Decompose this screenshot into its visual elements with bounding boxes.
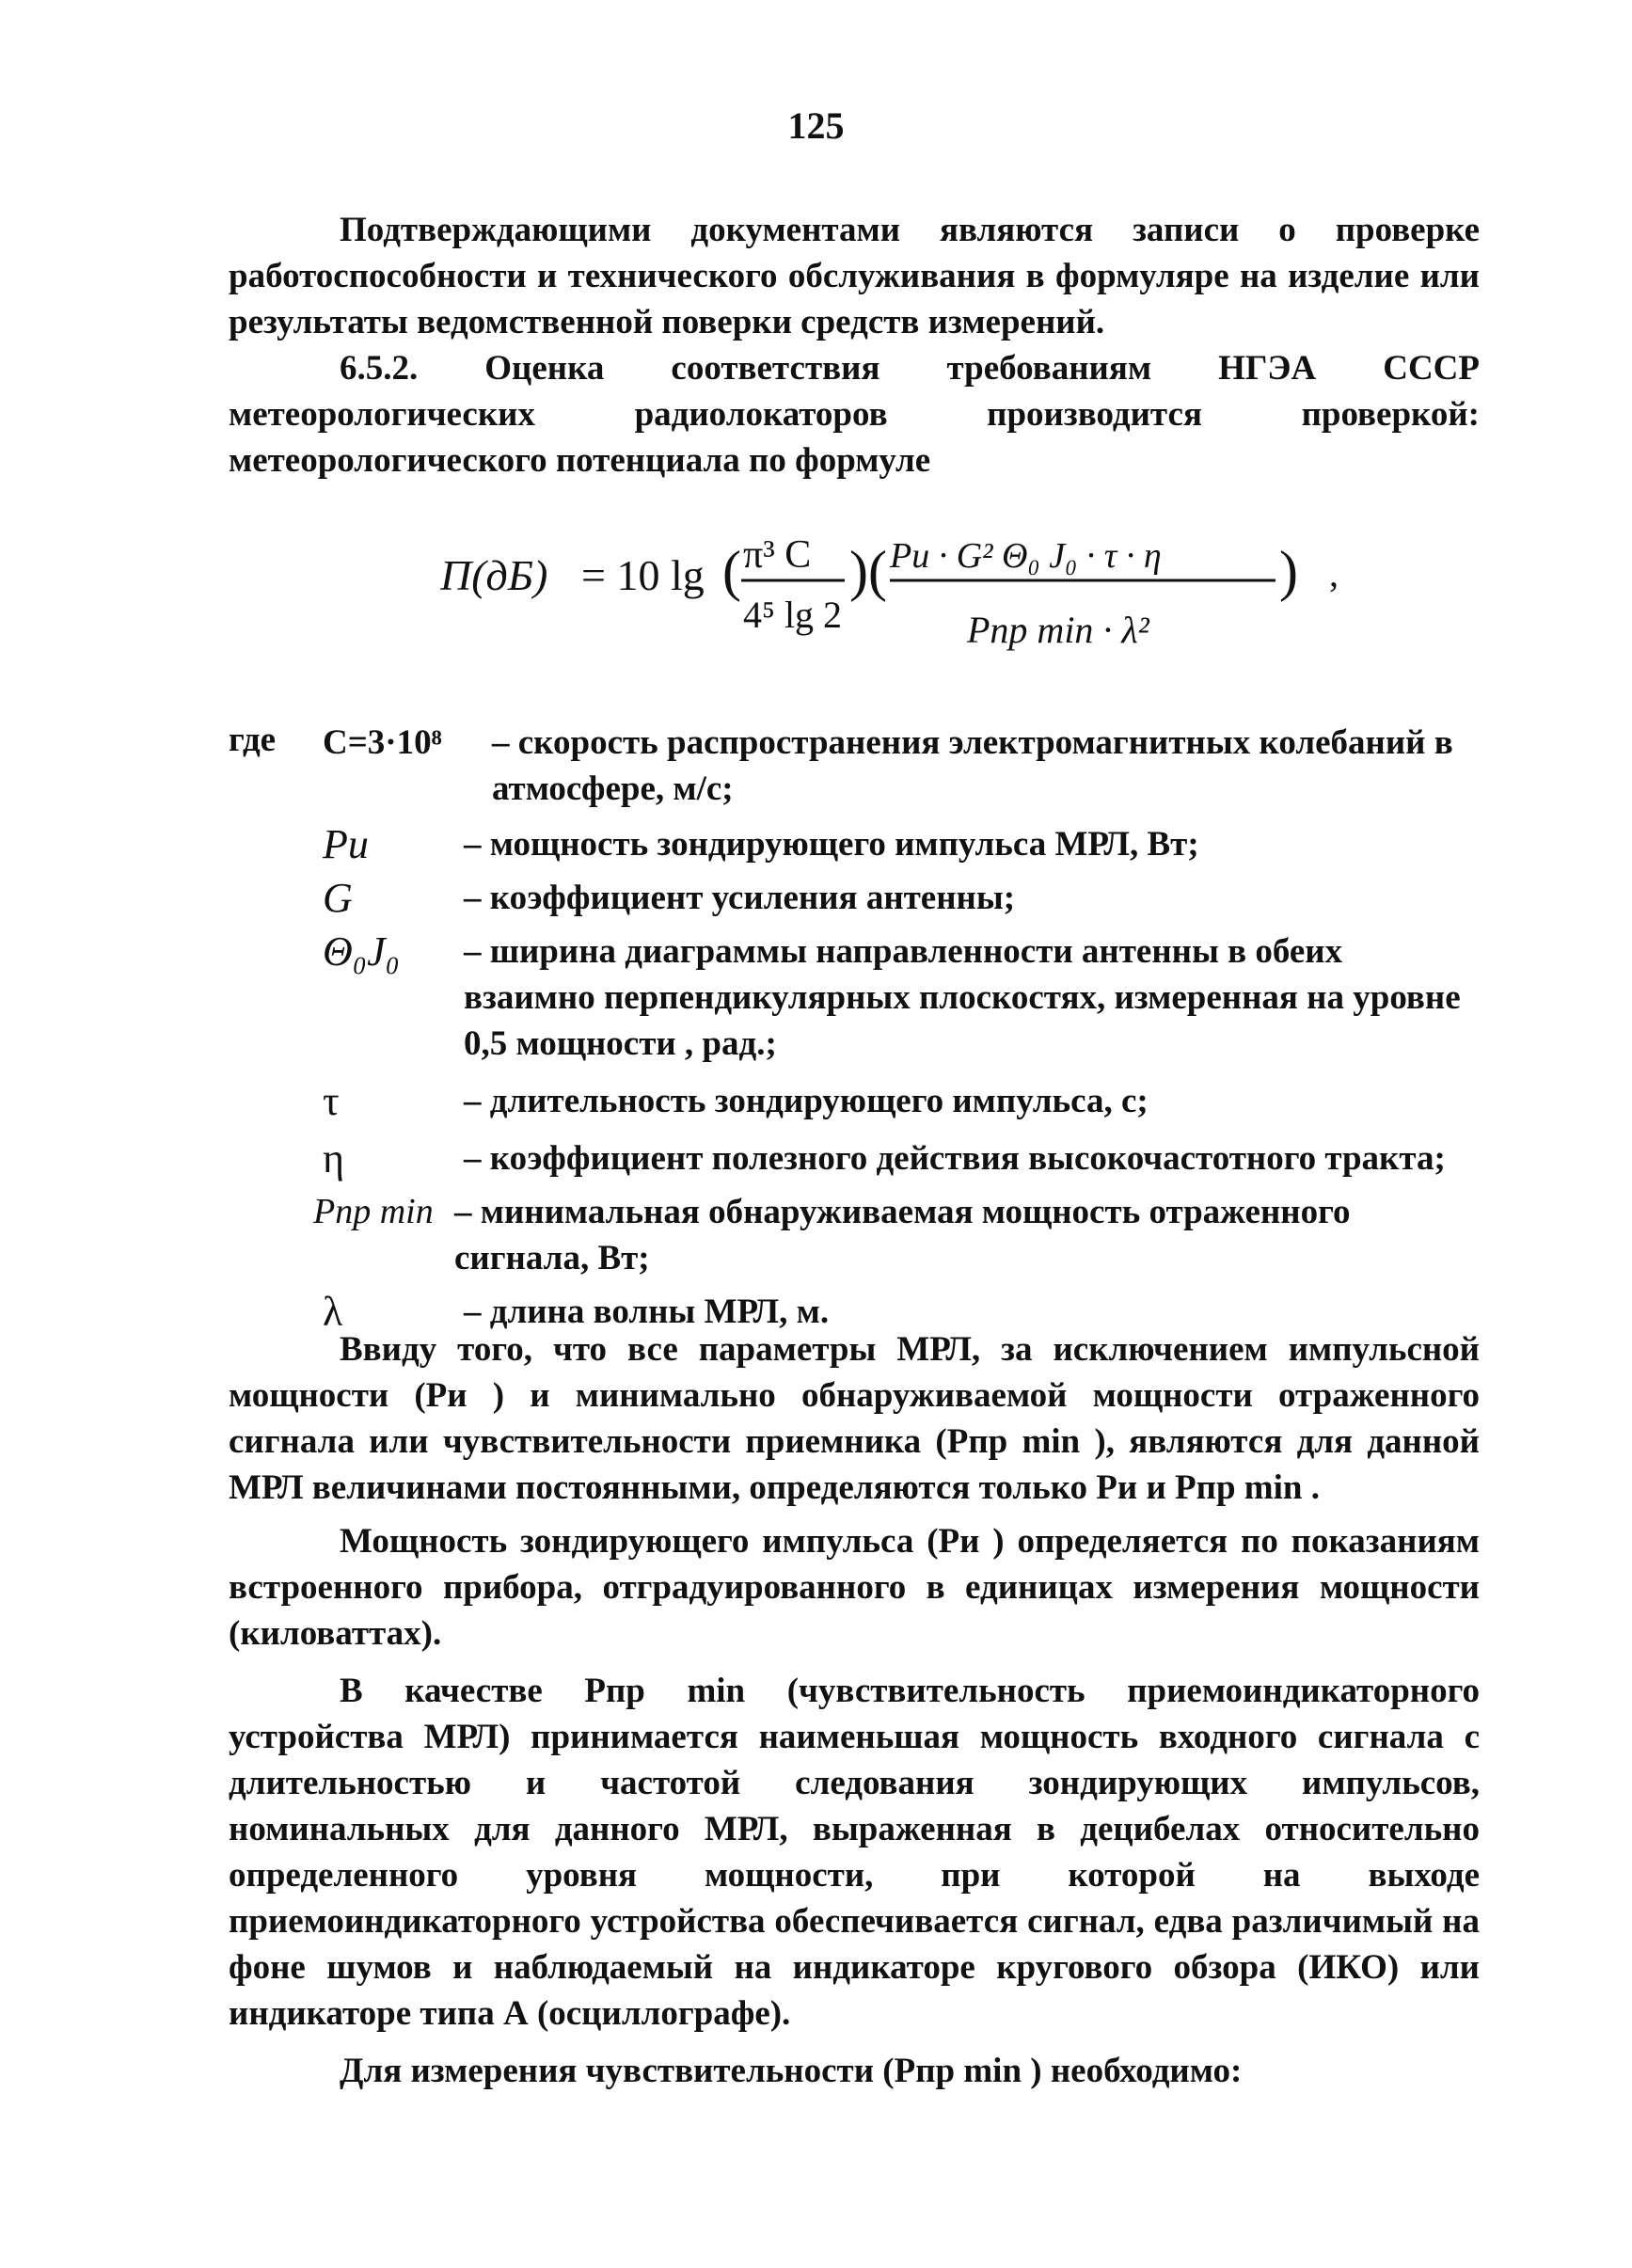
definition-tau bbox=[229, 1078, 1480, 1124]
paragraph-4: Мощность зондирующего импульса (Pи ) определяется по показаниям встроенного прибора, отградуированного в единицах измерения мощности (киловаттах). bbox=[229, 1522, 1480, 1653]
desc-p-i: – мощность зондирующего импульса МРЛ, Вт; bbox=[464, 825, 1199, 864]
svg-text:): ) bbox=[849, 540, 868, 602]
desc-theta-j: – ширина диаграммы направленности антенны в обеих взаимно перпендикулярных плоскостях, измеренная на уровне 0,5 мощности , рад.; bbox=[464, 932, 1461, 1063]
formula-graphic bbox=[440, 513, 1381, 673]
where-label: где bbox=[229, 721, 277, 759]
formula-lhs: П(дБ) bbox=[440, 551, 548, 599]
frac1-denominator: 4⁵ lg 2 bbox=[743, 594, 843, 636]
symbol-lambda: λ bbox=[323, 1289, 343, 1335]
page-number: 125 bbox=[787, 104, 845, 147]
svg-text:(: ( bbox=[868, 540, 887, 602]
paragraph-confirming-docs bbox=[229, 207, 1480, 484]
definition-p-i bbox=[229, 821, 1480, 867]
body-text-lower bbox=[229, 1326, 1480, 2094]
definition-g bbox=[229, 875, 1480, 921]
paragraph-2-text: Оценка соответствия требованиям НГЭА СССР метеорологических радиолокаторов производится проверкой: метеорологического потенциала по формуле bbox=[229, 349, 1480, 480]
definition-p-min bbox=[229, 1189, 1480, 1281]
desc-eta: – коэффициент полезного действия высокочастотного тракта; bbox=[464, 1139, 1446, 1178]
paragraph-3: Ввиду того, что все параметры МРЛ, за исключением импульсной мощности (Pи ) и минимально обнаруживаемой мощности отраженного сигнала или чувствительности приемника (Pпр min ), являются для данной МРЛ величинами постоянными, определяются только Pи и Pпр min . bbox=[229, 1330, 1480, 1507]
definition-eta bbox=[229, 1135, 1480, 1182]
desc-tau: – длительность зондирующего импульса, с; bbox=[464, 1082, 1149, 1120]
symbol-eta: η bbox=[323, 1135, 345, 1182]
frac2-numerator: Pи · G² Θ₀ J₀ · τ · η bbox=[890, 536, 1162, 576]
frac2-denominator: Pпр min · λ² bbox=[967, 609, 1149, 651]
section-number: 6.5.2. bbox=[340, 349, 419, 388]
formula-eq: = 10 lg bbox=[581, 551, 705, 599]
desc-c: – скорость распространения электромагнитных колебаний в атмосфере, м/с; bbox=[492, 723, 1453, 808]
desc-lambda: – длина волны МРЛ, м. bbox=[464, 1293, 830, 1331]
formula-trailing-comma: , bbox=[1329, 552, 1339, 595]
symbol-c: C=3·10⁸ bbox=[323, 723, 442, 762]
meteo-potential-formula bbox=[440, 513, 1381, 673]
symbol-g: G bbox=[323, 875, 353, 921]
desc-p-min: – минимальная обнаруживаемая мощность отраженного сигнала, Вт; bbox=[454, 1193, 1351, 1277]
frac1-numerator: π³ C bbox=[743, 533, 812, 577]
definition-theta-j bbox=[229, 928, 1480, 1067]
symbol-p-min: Pпр min bbox=[313, 1192, 434, 1231]
svg-text:(: ( bbox=[722, 540, 741, 602]
desc-g: – коэффициент усиления антенны; bbox=[464, 879, 1016, 917]
definitions-list bbox=[229, 720, 1480, 1335]
symbol-tau: τ bbox=[323, 1078, 340, 1124]
symbol-p-i: Pи bbox=[323, 821, 369, 867]
definition-c bbox=[229, 720, 1480, 812]
paragraph-5: В качестве Pпр min (чувствительность приемоиндикаторного устройства МРЛ) принимается наименьшая мощность входного сигнала с длительностью и частотой следования зондирующих импульсов, номинальных для данного МРЛ, выраженная в децибелах относительно определенного уровня мощности, при которой на выходе приемоиндикаторного устройства обеспечивается сигнал, едва различимый на фоне шумов и наблюдаемый на индикаторе кругового обзора (ИКО) или индикаторе типа А (осциллографе). bbox=[229, 1672, 1480, 2033]
paragraph-2 bbox=[229, 345, 1480, 484]
paragraph-1: Подтверждающими документами являются записи о проверке работоспособности и технического обслуживания в формуляре на изделие или результаты ведомственной поверки средств измерений. bbox=[229, 211, 1480, 341]
symbol-theta-j: Θ₀J₀ bbox=[323, 928, 400, 975]
paragraph-6: Для измерения чувствительности (Pпр min ) необходимо: bbox=[340, 2052, 1243, 2090]
svg-text:): ) bbox=[1279, 540, 1298, 602]
